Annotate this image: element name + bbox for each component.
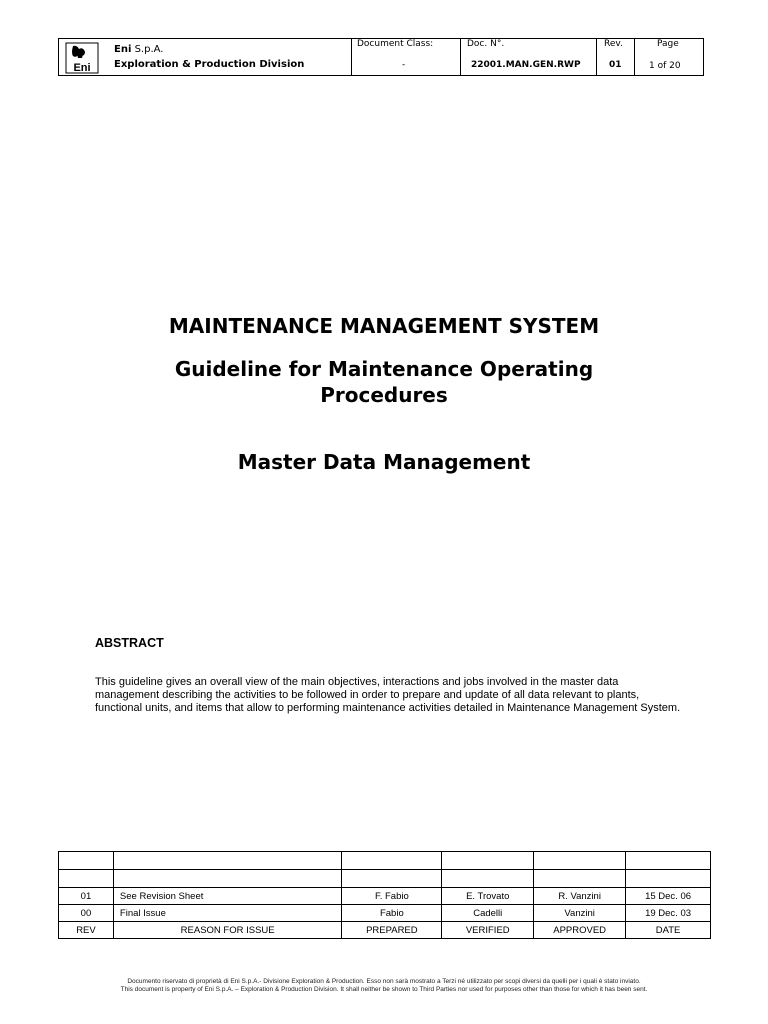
reason-cell: See Revision Sheet <box>113 888 341 905</box>
rev-label: Rev. <box>604 39 623 49</box>
reason-header: REASON FOR ISSUE <box>113 922 341 939</box>
verified-cell: Cadelli <box>442 905 534 922</box>
verified-header: VERIFIED <box>442 922 534 939</box>
rev-cell <box>59 852 114 870</box>
date-cell <box>626 852 711 870</box>
document-header <box>58 38 704 76</box>
rev-cell: 00 <box>59 905 114 922</box>
document-subject: Master Data Management <box>237 450 531 474</box>
table-row <box>59 888 711 905</box>
approved-cell: Vanzini <box>534 905 626 922</box>
verified-cell <box>442 870 534 888</box>
date-cell: 19 Dec. 03 <box>626 905 711 922</box>
rev-cell <box>59 870 114 888</box>
footer-italian: Documento riservato di proprietà di Eni S.p.A.- Divisione Exploration & Production. Esso non sarà mostrato a Terzi né utilizzato per scopi diversi da quelli per i quali è stato inviato. <box>127 978 641 985</box>
company-name: Eni S.p.A. <box>114 44 164 55</box>
guideline-title-line2: Procedures <box>320 383 448 407</box>
verified-cell: E. Trovato <box>442 888 534 905</box>
doc-class-label: Document Class: <box>357 39 434 49</box>
system-title: MAINTENANCE MANAGEMENT SYSTEM <box>168 314 600 338</box>
company-cell <box>59 39 352 75</box>
date-cell: 15 Dec. 06 <box>626 888 711 905</box>
table-row <box>59 870 711 888</box>
verified-cell <box>442 852 534 870</box>
prepared-cell <box>342 852 442 870</box>
abstract-body: This guideline gives an overall view of the main objectives, interactions and jobs involved in the master data management describing the activities to be followed in order to prepare and update of all data relevant to plants, functional units, and items that allow to performing maintenance activities detailed in Maintenance Management System. <box>95 676 681 714</box>
date-header: DATE <box>626 922 711 939</box>
page-label: Page <box>657 39 679 49</box>
prepared-cell: F. Fabio <box>342 888 442 905</box>
guideline-title <box>0 356 768 408</box>
footer-english: This document is property of Eni S.p.A. – Exploration & Production Division. It shall neither be shown to Third Parties nor used for purposes other than those for which it has been sent. <box>120 986 648 993</box>
rev-value: 01 <box>609 60 622 70</box>
page-value: 1 of 20 <box>649 61 681 71</box>
table-header-row <box>59 922 711 939</box>
revision-table <box>58 851 711 939</box>
reason-cell: Final Issue <box>113 905 341 922</box>
approved-cell <box>534 852 626 870</box>
prepared-cell <box>342 870 442 888</box>
confidentiality-footer <box>0 978 768 994</box>
division-name: Exploration & Production Division <box>114 59 305 70</box>
approved-cell <box>534 870 626 888</box>
prepared-cell: Fabio <box>342 905 442 922</box>
doc-no-label: Doc. N°. <box>467 39 505 49</box>
doc-class-value: - <box>402 60 406 70</box>
guideline-title-line1: Guideline for Maintenance Operating <box>174 357 594 381</box>
rev-cell <box>597 39 635 75</box>
page-cell <box>635 39 703 75</box>
approved-cell: R. Vanzini <box>534 888 626 905</box>
rev-header: REV <box>59 922 114 939</box>
date-cell <box>626 870 711 888</box>
svg-text:Eni: Eni <box>73 62 91 74</box>
reason-cell <box>113 852 341 870</box>
table-row <box>59 905 711 922</box>
doc-no-cell <box>461 39 597 75</box>
eni-logo <box>65 42 99 74</box>
prepared-header: PREPARED <box>342 922 442 939</box>
reason-cell <box>113 870 341 888</box>
rev-cell: 01 <box>59 888 114 905</box>
doc-no-value: 22001.MAN.GEN.RWP <box>471 60 581 70</box>
approved-header: APPROVED <box>534 922 626 939</box>
table-row <box>59 852 711 870</box>
abstract-heading: ABSTRACT <box>95 636 164 650</box>
doc-class-cell <box>352 39 461 75</box>
